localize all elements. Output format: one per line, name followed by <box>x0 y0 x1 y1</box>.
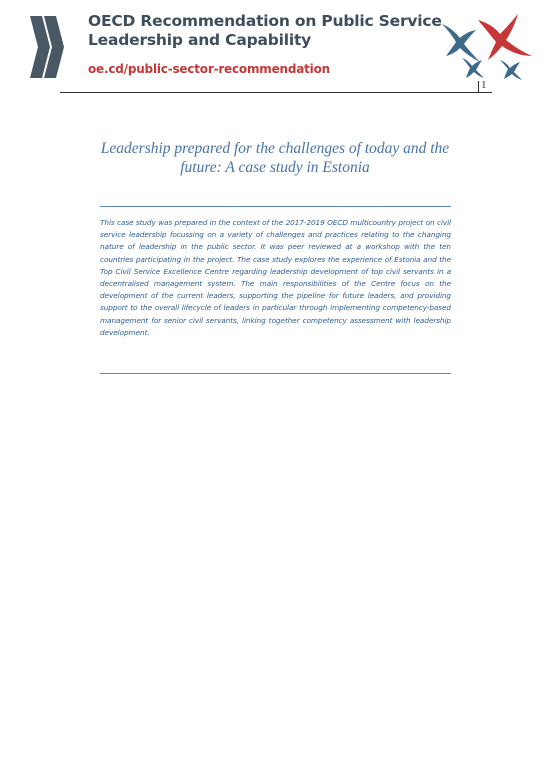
header-url-link[interactable]: oe.cd/public-sector-recommendation <box>88 62 330 76</box>
bird-illustration-icon <box>438 10 538 80</box>
header-title-line2: Leadership and Capability <box>88 31 312 49</box>
abstract-text: This case study was prepared in the context of the 2017-2019 OECD multicountry project on civil service leadership focussing on a variety of challenges and practices relating to the changing nature of leadership in the public sector. It was peer reviewed at a workshop with the ten countries participating in the project. The case study explores the experience of Estonia and the Top Civil Service Excellence Centre regarding leadership development of top civil servants in a decentralised management system. The main responsibilities of the Centre focus on the development of the current leaders, supporting the pipeline for future leaders, and providing support to the overall lifecycle of leaders in particular through implementing competency-based management for senior civil servants, linking together competency assessment with leadership development. <box>100 218 451 337</box>
oecd-logo-icon <box>28 14 66 80</box>
header-title-line1: OECD Recommendation on Public Service <box>88 12 442 30</box>
document-title: Leadership prepared for the challenges of today and the future: A case study in Estonia <box>100 140 450 176</box>
header-title <box>88 12 442 50</box>
page-number: 1 <box>481 79 487 91</box>
page-number-divider <box>478 81 479 92</box>
abstract-bottom-rule <box>100 373 451 374</box>
header-rule <box>60 92 492 93</box>
abstract-top-rule <box>100 206 451 207</box>
